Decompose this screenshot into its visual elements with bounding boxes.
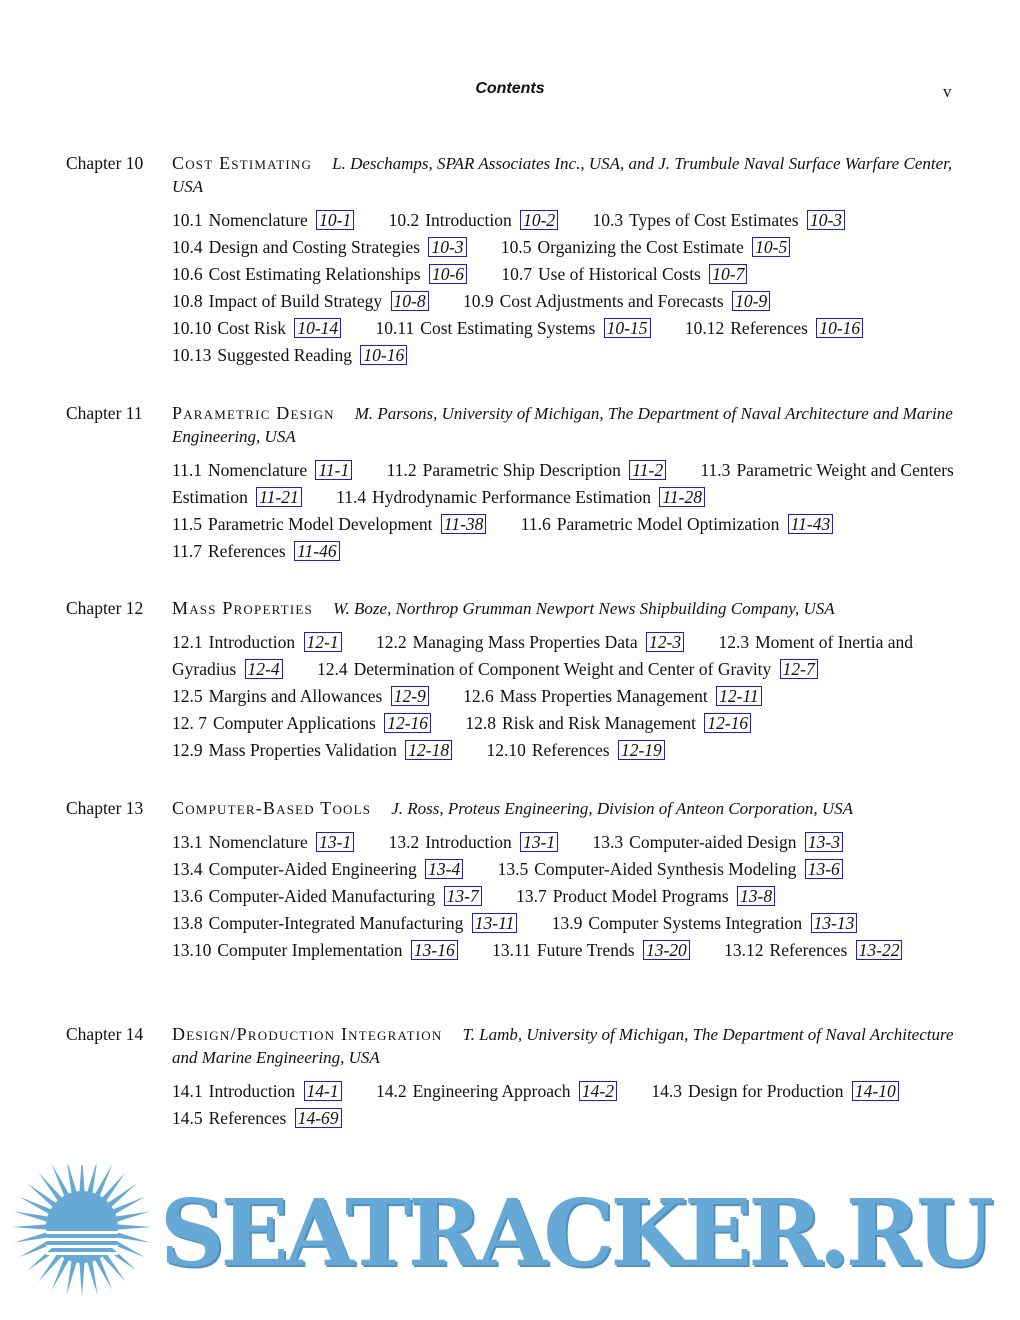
section-number: 11.6 xyxy=(520,514,551,534)
section-label: Design for Production xyxy=(687,1081,844,1101)
toc-section-entry[interactable] xyxy=(486,740,664,760)
chapter-author: T. Lamb, University of Michigan, The Department of Naval Architecture and Marine Engineering, USA xyxy=(172,1025,954,1067)
page-link[interactable]: 10-8 xyxy=(391,291,429,311)
toc-section-entry[interactable] xyxy=(376,632,684,652)
section-number: 14.3 xyxy=(651,1081,682,1101)
page-link[interactable]: 12-1 xyxy=(304,632,342,652)
toc-section-entry[interactable] xyxy=(172,1081,342,1101)
section-label: Managing Mass Properties Data xyxy=(412,632,638,652)
page-link[interactable]: 14-69 xyxy=(295,1108,342,1128)
section-number: 13.8 xyxy=(172,913,203,933)
toc-section-entry[interactable] xyxy=(172,632,342,652)
page-link[interactable]: 10-2 xyxy=(520,210,558,230)
toc-section-entry[interactable] xyxy=(389,832,559,852)
section-number: 12.3 xyxy=(718,632,750,652)
section-label: Computer-aided Design xyxy=(629,832,797,852)
section-number: 10.5 xyxy=(500,237,532,257)
page-link[interactable]: 13-20 xyxy=(643,940,690,960)
chapter-entry xyxy=(66,1023,956,1132)
page-link[interactable]: 12-11 xyxy=(716,686,762,706)
section-label: Moment of Inertia and Gyradius xyxy=(172,632,914,679)
sun-ray xyxy=(79,1261,84,1297)
section-label: Introduction xyxy=(425,210,512,230)
section-number: 14.1 xyxy=(172,1081,203,1101)
section-label: Use of Historical Costs xyxy=(538,264,701,284)
chapter-entry xyxy=(66,152,956,369)
sun-stripe xyxy=(46,1238,118,1241)
page-link[interactable]: 12-18 xyxy=(405,740,452,760)
page-link[interactable]: 10-15 xyxy=(604,318,651,338)
page-link[interactable]: 14-10 xyxy=(852,1081,899,1101)
chapter-author: L. Deschamps, SPAR Associates Inc., USA, and J. Trumbule Naval Surface Warfare Center, USA xyxy=(172,154,953,196)
section-label: Computer-Integrated Manufacturing xyxy=(208,913,464,933)
page-link[interactable]: 12-4 xyxy=(245,659,283,679)
chapter-title: Cost Estimating xyxy=(172,153,313,173)
section-label: Design and Costing Strategies xyxy=(208,237,421,257)
toc-section-entry[interactable] xyxy=(172,859,463,879)
chapter-entry xyxy=(66,402,956,565)
toc-section-entry[interactable] xyxy=(172,291,429,311)
section-label: Margins and Allowances xyxy=(208,686,383,706)
sun-stripe xyxy=(46,1231,118,1234)
section-label: Computer Applications xyxy=(213,713,376,733)
page-link[interactable]: 10-3 xyxy=(428,237,466,257)
chapter-number: Chapter 14 xyxy=(66,1024,144,1044)
toc-section-entry[interactable] xyxy=(376,318,651,338)
section-label: Nomenclature xyxy=(208,210,308,230)
chapter-title: Mass Properties xyxy=(172,598,313,618)
toc-section-entry[interactable] xyxy=(501,237,790,257)
page-link[interactable]: 12-16 xyxy=(384,713,431,733)
section-label: Product Model Programs xyxy=(552,886,729,906)
page-link[interactable]: 13-6 xyxy=(805,859,843,879)
toc-section-entry[interactable] xyxy=(552,913,858,933)
watermark-text: SEATRACKER.RU xyxy=(160,1179,991,1287)
section-number: 11.5 xyxy=(172,514,202,534)
page-link[interactable]: 10-6 xyxy=(429,264,467,284)
toc-section-entry[interactable] xyxy=(521,514,833,534)
toc-section-entry[interactable] xyxy=(172,264,467,284)
toc-section-entry[interactable] xyxy=(498,859,843,879)
section-number: 10.13 xyxy=(172,345,212,365)
toc-section-entry[interactable] xyxy=(172,832,354,852)
page-link[interactable]: 10-1 xyxy=(316,210,354,230)
section-label: Parametric Weight and Centers Estimation xyxy=(172,460,954,507)
toc-section-entry[interactable] xyxy=(501,264,747,284)
sun-ray xyxy=(27,1246,57,1271)
page-link[interactable]: 14-2 xyxy=(579,1081,617,1101)
section-label: Introduction xyxy=(425,832,512,852)
sun-ray xyxy=(107,1183,137,1208)
sun-ray xyxy=(114,1211,150,1222)
toc-section-entry[interactable] xyxy=(516,886,775,906)
toc-section-entry[interactable] xyxy=(685,318,863,338)
section-label: Computer-Aided Engineering xyxy=(208,859,417,879)
section-number: 13.3 xyxy=(592,832,624,852)
page-link[interactable]: 11-46 xyxy=(294,541,340,561)
section-number: 14.5 xyxy=(172,1108,203,1128)
chapter-title: Computer-Based Tools xyxy=(172,798,372,818)
page-link[interactable]: 12-7 xyxy=(780,659,818,679)
section-number: 10.12 xyxy=(684,318,725,338)
section-number: 10.9 xyxy=(462,291,494,311)
section-number: 13.12 xyxy=(724,940,764,960)
section-label: Nomenclature xyxy=(208,832,308,852)
section-number: 10.3 xyxy=(592,210,624,230)
section-label: Computer Systems Integration xyxy=(588,913,803,933)
section-label: Nomenclature xyxy=(207,460,308,480)
section-number: 13.4 xyxy=(172,859,203,879)
page-link[interactable]: 12-9 xyxy=(391,686,429,706)
toc-section-entry[interactable] xyxy=(389,210,559,230)
page-link[interactable]: 13-11 xyxy=(472,913,518,933)
section-label: Cost Estimating Systems xyxy=(420,318,596,338)
section-label: Introduction xyxy=(208,632,296,652)
page-link[interactable]: 10-7 xyxy=(709,264,747,284)
toc-section-entry[interactable] xyxy=(172,686,429,706)
section-number: 13.2 xyxy=(388,832,420,852)
section-number: 10.2 xyxy=(388,210,420,230)
section-number: 13.1 xyxy=(172,832,203,852)
page-link[interactable]: 13-16 xyxy=(411,940,458,960)
toc-section-entry[interactable] xyxy=(724,940,902,960)
section-number: 10.4 xyxy=(172,237,203,257)
sun-ray xyxy=(101,1252,126,1282)
page-link[interactable]: 10-16 xyxy=(360,345,407,365)
section-number: 12.5 xyxy=(172,686,203,706)
section-label: Computer-Aided Synthesis Modeling xyxy=(534,859,797,879)
toc-section-entry[interactable] xyxy=(172,318,341,338)
page-link[interactable]: 11-28 xyxy=(659,487,705,507)
chapter-number: Chapter 12 xyxy=(66,598,144,618)
page-link[interactable]: 11-21 xyxy=(256,487,302,507)
section-label: Computer Implementation xyxy=(217,940,403,960)
section-number: 13.10 xyxy=(172,940,212,960)
section-label: Mass Properties Management xyxy=(499,686,708,706)
section-number: 11.2 xyxy=(386,460,417,480)
section-number: 12. 7 xyxy=(172,713,207,733)
toc-section-entry[interactable] xyxy=(317,659,818,679)
section-label: References xyxy=(531,740,610,760)
toc-section-entry[interactable] xyxy=(172,514,486,534)
page-link[interactable]: 13-1 xyxy=(520,832,558,852)
toc-section-entry[interactable] xyxy=(463,291,770,311)
sun-ray xyxy=(87,1165,98,1195)
sun-stripe xyxy=(46,1245,118,1248)
section-label: References xyxy=(730,318,808,338)
section-number: 10.7 xyxy=(501,264,533,284)
section-number: 12.10 xyxy=(486,740,526,760)
toc-section-entry[interactable] xyxy=(376,1081,617,1101)
section-label: Computer-Aided Manufacturing xyxy=(208,886,436,906)
sun-ray xyxy=(66,1259,77,1295)
page-link[interactable]: 11-2 xyxy=(629,460,666,480)
page-link[interactable]: 10-14 xyxy=(294,318,341,338)
chapter-title: Parametric Design xyxy=(172,403,335,423)
sun-ray xyxy=(27,1183,57,1208)
toc-section-entry[interactable] xyxy=(172,913,517,933)
chapter-entry xyxy=(66,797,956,964)
section-number: 10.6 xyxy=(172,264,203,284)
chapter-number: Chapter 13 xyxy=(66,798,144,818)
section-number: 12.2 xyxy=(375,632,407,652)
toc-section-entry[interactable] xyxy=(172,541,340,561)
chapter-entry xyxy=(66,597,956,764)
sun-ray xyxy=(38,1172,63,1202)
toc-section-entry[interactable] xyxy=(593,832,843,852)
chapter-author: J. Ross, Proteus Engineering, Division of Anteon Corporation, USA xyxy=(391,799,854,818)
chapter-author: W. Boze, Northrop Grumman Newport News Shipbuilding Company, USA xyxy=(332,599,835,618)
toc-section-entry[interactable] xyxy=(172,237,467,257)
toc-section-entry[interactable] xyxy=(172,1108,342,1128)
sun-ray xyxy=(116,1224,152,1229)
section-number: 13.5 xyxy=(497,859,529,879)
page-link[interactable]: 12-3 xyxy=(646,632,684,652)
page-link[interactable]: 10-9 xyxy=(732,291,770,311)
toc-section-entry[interactable] xyxy=(172,713,431,733)
section-number: 12.6 xyxy=(463,686,494,706)
page-link[interactable]: 14-1 xyxy=(304,1081,342,1101)
sun-ray xyxy=(66,1165,77,1195)
section-label: Types of Cost Estimates xyxy=(629,210,799,230)
page-link[interactable]: 11-43 xyxy=(788,514,834,534)
toc-section-entry[interactable] xyxy=(172,210,354,230)
section-label: Future Trends xyxy=(536,940,635,960)
section-label: Mass Properties Validation xyxy=(208,740,397,760)
sun-ray xyxy=(114,1232,150,1243)
page-link[interactable]: 12-16 xyxy=(704,713,751,733)
page-link[interactable]: 13-3 xyxy=(805,832,843,852)
chapter-author: M. Parsons, University of Michigan, The Department of Naval Architecture and Marine Engineering, USA xyxy=(172,404,953,446)
toc-section-entry[interactable] xyxy=(172,345,407,365)
page-link[interactable]: 13-8 xyxy=(737,886,775,906)
section-number: 10.8 xyxy=(172,291,203,311)
sun-ray xyxy=(107,1246,137,1271)
sun-ray xyxy=(14,1232,50,1243)
section-number: 11.3 xyxy=(700,460,731,480)
section-label: Parametric Ship Description xyxy=(422,460,621,480)
page-link[interactable]: 11-1 xyxy=(315,460,352,480)
section-label: Impact of Build Strategy xyxy=(208,291,383,311)
toc-section-entry[interactable] xyxy=(593,210,845,230)
section-label: Risk and Risk Management xyxy=(502,713,696,733)
toc-section-entry[interactable] xyxy=(492,940,690,960)
toc-section-entry[interactable] xyxy=(172,886,482,906)
section-number: 11.4 xyxy=(336,487,367,507)
section-label: Cost Adjustments and Forecasts xyxy=(499,291,724,311)
section-number: 10.1 xyxy=(172,210,203,230)
page-link[interactable]: 13-7 xyxy=(444,886,482,906)
toc-section-entry[interactable] xyxy=(336,487,705,507)
section-label: Suggested Reading xyxy=(217,345,353,365)
sun-ray xyxy=(12,1224,48,1229)
toc-section-entry[interactable] xyxy=(172,940,458,960)
section-label: Hydrodynamic Performance Estimation xyxy=(372,487,652,507)
page-link[interactable]: 10-16 xyxy=(816,318,863,338)
page-number: v xyxy=(943,82,952,101)
toc-section-entry[interactable] xyxy=(463,686,762,706)
chapter-number: Chapter 11 xyxy=(66,403,143,423)
chapter-number: Chapter 10 xyxy=(66,153,144,173)
sun-ray xyxy=(101,1172,126,1202)
section-number: 11.1 xyxy=(172,460,202,480)
page-link[interactable]: 13-22 xyxy=(856,940,903,960)
section-label: Parametric Model Development xyxy=(207,514,433,534)
page-link[interactable]: 12-19 xyxy=(618,740,665,760)
section-number: 12.1 xyxy=(172,632,203,652)
section-number: 12.4 xyxy=(316,659,348,679)
section-label: References xyxy=(207,541,286,561)
section-number: 13.6 xyxy=(172,886,203,906)
chapter-title: Design/Production Integration xyxy=(172,1024,443,1044)
section-number: 13.7 xyxy=(516,886,547,906)
page-link[interactable]: 13-1 xyxy=(316,832,354,852)
section-label: References xyxy=(769,940,848,960)
section-number: 10.11 xyxy=(375,318,415,338)
page-link[interactable]: 13-4 xyxy=(425,859,463,879)
section-label: References xyxy=(208,1108,287,1128)
sun-stripe xyxy=(46,1252,118,1255)
sun-ray xyxy=(14,1211,50,1222)
section-number: 10.10 xyxy=(172,318,212,338)
section-number: 11.7 xyxy=(172,541,202,561)
section-number: 12.8 xyxy=(465,713,497,733)
sun-ray xyxy=(87,1259,98,1295)
toc-section-entry[interactable] xyxy=(172,740,452,760)
page-title: Contents xyxy=(475,80,545,97)
sun-ray xyxy=(79,1165,84,1193)
page-link[interactable]: 10-5 xyxy=(752,237,790,257)
section-number: 13.9 xyxy=(551,913,583,933)
section-number: 14.2 xyxy=(375,1081,407,1101)
section-label: Determination of Component Weight and Center of Gravity xyxy=(353,659,772,679)
section-number: 13.11 xyxy=(492,940,531,960)
toc-section-entry[interactable] xyxy=(387,460,666,480)
toc-section-entry[interactable] xyxy=(651,1081,898,1101)
toc-section-entry[interactable] xyxy=(465,713,751,733)
section-label: Organizing the Cost Estimate xyxy=(537,237,744,257)
page-link[interactable]: 13-13 xyxy=(811,913,858,933)
section-number: 12.9 xyxy=(172,740,203,760)
section-label: Engineering Approach xyxy=(412,1081,571,1101)
section-label: Parametric Model Optimization xyxy=(556,514,780,534)
section-label: Introduction xyxy=(208,1081,296,1101)
toc-section-entry[interactable] xyxy=(172,460,352,480)
page-link[interactable]: 10-3 xyxy=(807,210,845,230)
section-label: Cost Estimating Relationships xyxy=(208,264,421,284)
page-link[interactable]: 11-38 xyxy=(441,514,487,534)
sun-ray xyxy=(38,1252,63,1282)
section-label: Cost Risk xyxy=(217,318,286,338)
